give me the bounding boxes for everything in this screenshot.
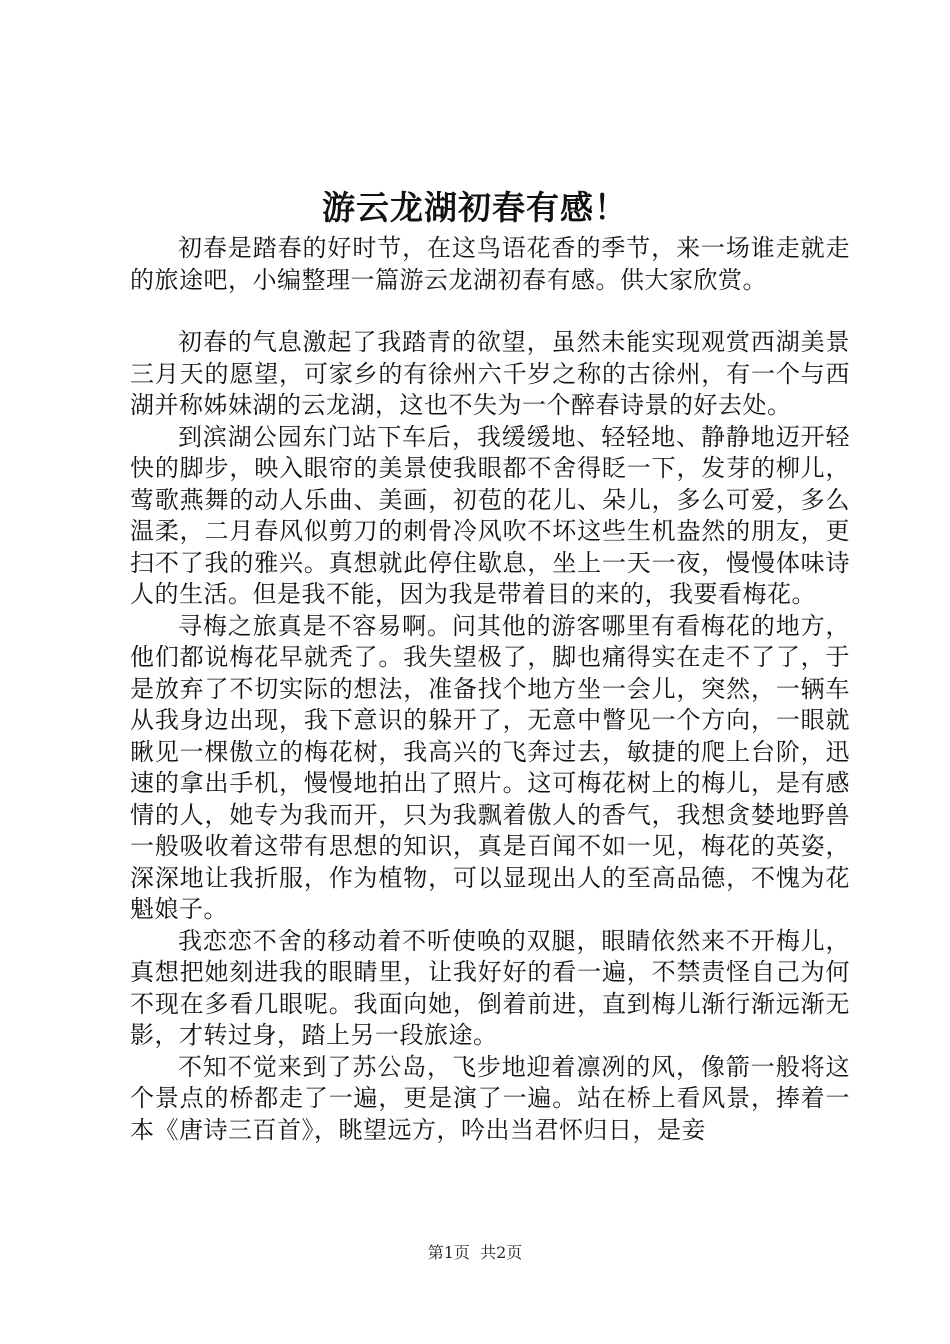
document-body — [130, 233, 850, 1146]
paragraph: 到滨湖公园东门站下车后，我缓缓地、轻轻地、静静地迈开轻快的脚步，映入眼帘的美景使我眼都不舍得眨一下，发芽的柳儿，莺歌燕舞的动人乐曲、美画，初苞的花儿、朵儿，多么可爱，多么温柔，二月春风似剪刀的刺骨冷风吹不坏这些生机盎然的朋友，更扫不了我的雅兴。真想就此停住歇息，坐上一天一夜，慢慢体味诗人的生活。但是我不能，因为我是带着目的来的，我要看梅花。 — [130, 422, 850, 608]
document-title: 游云龙湖初春有感！ — [322, 188, 628, 227]
page-footer — [0, 1242, 950, 1264]
page-total: 共2页 — [480, 1243, 523, 1262]
paragraph-intro: 初春是踏春的好时节，在这鸟语花香的季节，来一场谁走就走的旅途吧，小编整理一篇游云龙湖初春有感。供大家欣赏。 — [130, 234, 850, 294]
paragraph: 寻梅之旅真是不容易啊。问其他的游客哪里有看梅花的地方，他们都说梅花早就秃了。我失望极了，脚也痛得实在走不了了，于是放弃了不切实际的想法，准备找个地方坐一会儿，突然，一辆车从我身边出现，我下意识的躲开了，无意中瞥见一个方向，一眼就瞅见一棵傲立的梅花树，我高兴的飞奔过去，敏捷的爬上台阶，迅速的拿出手机，慢慢地拍出了照片。这可梅花树上的梅儿，是有感情的人，她专为我而开，只为我飘着傲人的香气，我想贪婪地野兽一般吸收着这带有思想的知识，真是百闻不如一见，梅花的英姿，深深地让我折服，作为植物，可以显现出人的至高品德，不愧为花魁娘子。 — [130, 611, 850, 923]
paragraph: 我恋恋不舍的移动着不听使唤的双腿，眼睛依然来不开梅儿，真想把她刻进我的眼睛里，让我好好的看一遍，不禁责怪自己为何不现在多看几眼呢。我面向她，倒着前进，直到梅儿渐行渐远渐无影，才转过身，踏上另一段旅途。 — [130, 926, 850, 1049]
paragraph: 不知不觉来到了苏公岛，飞步地迎着凛冽的风，像箭一般将这个景点的桥都走了一遍，更是演了一遍。站在桥上看风景，捧着一本《唐诗三百首》，眺望远方，吟出当君怀归日，是妾 — [130, 1052, 850, 1144]
page-number: 第1页 — [427, 1243, 470, 1262]
paragraph: 初春的气息激起了我踏青的欲望，虽然未能实现观赏西湖美景三月天的愿望，可家乡的有徐州六千岁之称的古徐州，有一个与西湖并称姊妹湖的云龙湖，这也不失为一个醉春诗景的好去处。 — [130, 328, 850, 419]
